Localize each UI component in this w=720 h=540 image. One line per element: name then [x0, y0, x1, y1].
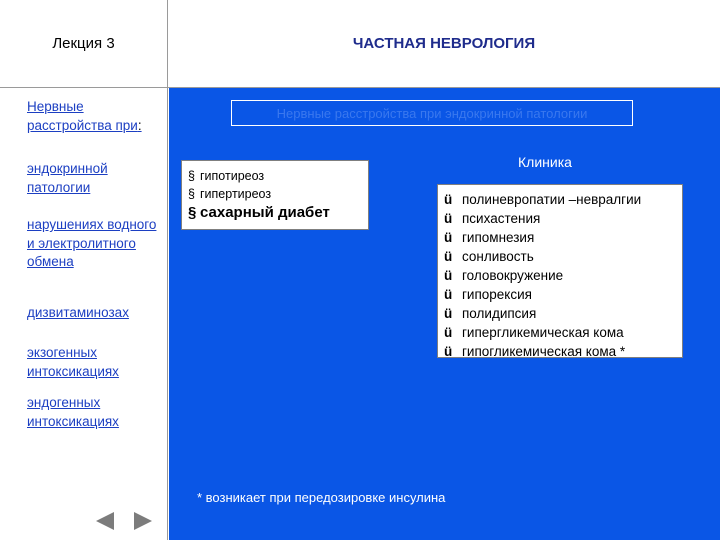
list-item	[444, 247, 676, 266]
list-item	[444, 209, 676, 228]
check-icon: ü	[444, 211, 453, 226]
clinic-label: головокружение	[462, 268, 564, 283]
cause-label: сахарный диабет	[200, 204, 330, 221]
square-bullet-icon: §	[188, 204, 197, 221]
list-item	[188, 203, 362, 223]
list-item	[188, 167, 362, 185]
next-arrow-icon[interactable]	[134, 512, 152, 530]
page-title-text: ЧАСТНАЯ НЕВРОЛОГИЯ	[352, 35, 536, 52]
cause-label: гипертиреоз	[200, 187, 272, 201]
clinic-label: сонливость	[462, 249, 534, 264]
square-bullet-icon: §	[188, 187, 195, 201]
sidebar-item-exogenous[interactable]: экзогенных интоксикациях	[27, 345, 119, 379]
lecture-label	[0, 0, 168, 88]
check-icon: ü	[444, 192, 453, 207]
list-item	[444, 190, 676, 209]
clinic-list	[437, 184, 683, 358]
clinic-heading: Клиника	[518, 154, 572, 170]
clinic-label: гипогликемическая кома *	[462, 344, 626, 359]
check-icon: ü	[444, 344, 453, 359]
sidebar-item-dysvitaminosis[interactable]: дизвитаминозах	[27, 305, 129, 320]
clinic-label: гипорексия	[462, 287, 532, 302]
topic-title-text: Нервные расстройства при эндокринной патологии	[276, 105, 588, 121]
prev-arrow-icon[interactable]	[96, 512, 114, 530]
main-panel	[169, 88, 720, 540]
clinic-label: полидипсия	[462, 306, 537, 321]
list-item	[188, 185, 362, 203]
sidebar	[0, 88, 168, 540]
check-icon: ü	[444, 325, 453, 340]
check-icon: ü	[444, 230, 453, 245]
page-title	[168, 0, 720, 88]
clinic-label: гипомнезия	[462, 230, 535, 245]
check-icon: ü	[444, 249, 453, 264]
sidebar-item-endocrine[interactable]: эндокринной патологии	[27, 161, 108, 195]
cause-label: гипотиреоз	[200, 169, 265, 183]
clinic-label: гипергликемическая кома	[462, 325, 624, 340]
causes-list	[181, 160, 369, 230]
list-item	[444, 285, 676, 304]
footnote: * возникает при передозировке инсулина	[197, 490, 446, 505]
clinic-label: полиневропатии –невралгии	[462, 192, 642, 207]
list-item	[444, 266, 676, 285]
sidebar-item-endogenous[interactable]: эндогенных интоксикациях	[27, 395, 119, 429]
list-item	[444, 342, 676, 361]
check-icon: ü	[444, 287, 453, 302]
sidebar-heading-colon: :	[137, 117, 142, 133]
list-item	[444, 323, 676, 342]
sidebar-item-water-electrolyte[interactable]: нарушениях водного и электролитного обмена	[27, 217, 157, 269]
clinic-label: психастения	[462, 211, 541, 226]
lecture-text: Лекция 3	[52, 35, 115, 52]
check-icon: ü	[444, 268, 453, 283]
topic-title	[231, 100, 633, 126]
list-item	[444, 304, 676, 323]
sidebar-heading-link[interactable]: Нервные расстройства при	[27, 99, 138, 133]
list-item	[444, 228, 676, 247]
check-icon: ü	[444, 306, 453, 321]
sidebar-heading[interactable]	[27, 98, 157, 135]
square-bullet-icon: §	[188, 169, 195, 183]
